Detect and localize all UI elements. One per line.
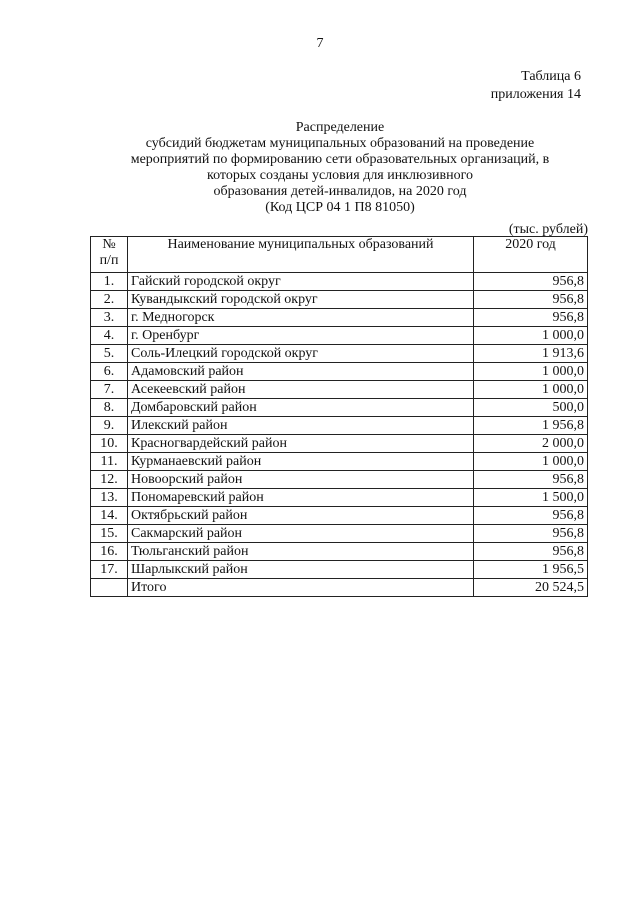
row-num: 9. — [91, 417, 128, 435]
row-value: 1 956,8 — [474, 417, 588, 435]
total-num — [91, 579, 128, 597]
table-reference — [491, 68, 581, 104]
row-num: 1. — [91, 273, 128, 291]
row-name: Октябрьский район — [128, 507, 474, 525]
total-label: Итого — [128, 579, 474, 597]
table-row — [91, 291, 588, 309]
row-num: 7. — [91, 381, 128, 399]
header-name: Наименование муниципальных образований — [128, 237, 474, 273]
document-title — [90, 120, 590, 216]
row-name: Илекский район — [128, 417, 474, 435]
table-row — [91, 381, 588, 399]
row-value: 1 000,0 — [474, 363, 588, 381]
total-row — [91, 579, 588, 597]
row-name: Домбаровский район — [128, 399, 474, 417]
table-row — [91, 327, 588, 345]
row-value: 1 956,5 — [474, 561, 588, 579]
subsidy-table — [90, 236, 588, 597]
title-line6: (Код ЦСР 04 1 П8 81050) — [265, 200, 415, 215]
row-num: 11. — [91, 453, 128, 471]
row-num: 8. — [91, 399, 128, 417]
row-name: Адамовский район — [128, 363, 474, 381]
row-name: Красногвардейский район — [128, 435, 474, 453]
row-name: Пономаревский район — [128, 489, 474, 507]
row-num: 12. — [91, 471, 128, 489]
title-line5: образования детей-инвалидов, на 2020 год — [213, 184, 467, 199]
row-name: г. Оренбург — [128, 327, 474, 345]
row-value: 1 000,0 — [474, 381, 588, 399]
table-row — [91, 273, 588, 291]
table-row — [91, 435, 588, 453]
table-row — [91, 417, 588, 435]
row-value: 2 000,0 — [474, 435, 588, 453]
row-num: 16. — [91, 543, 128, 561]
header-num — [91, 237, 128, 273]
title-line3: мероприятий по формированию сети образовательных организаций, в — [130, 152, 550, 167]
header-num-line1: № — [102, 237, 116, 252]
row-name: г. Медногорск — [128, 309, 474, 327]
row-name: Шарлыкский район — [128, 561, 474, 579]
table-row — [91, 363, 588, 381]
row-name: Кувандыкский городской округ — [128, 291, 474, 309]
table-body — [91, 273, 588, 579]
title-line1: Распределение — [295, 120, 385, 135]
units-label: (тыс. рублей) — [508, 222, 588, 237]
row-name: Гайский городской округ — [128, 273, 474, 291]
header-num-line2: п/п — [99, 253, 119, 268]
row-name: Соль-Илецкий городской округ — [128, 345, 474, 363]
row-value: 956,8 — [474, 273, 588, 291]
row-value: 500,0 — [474, 399, 588, 417]
row-name: Новоорский район — [128, 471, 474, 489]
table-ref-line2: приложения 14 — [490, 87, 581, 102]
table-row — [91, 453, 588, 471]
table-row — [91, 525, 588, 543]
row-num: 10. — [91, 435, 128, 453]
title-line2: субсидий бюджетам муниципальных образований на проведение — [145, 136, 535, 151]
row-num: 3. — [91, 309, 128, 327]
total-value: 20 524,5 — [474, 579, 588, 597]
row-value: 956,8 — [474, 309, 588, 327]
row-value: 956,8 — [474, 291, 588, 309]
row-value: 1 913,6 — [474, 345, 588, 363]
page-number: 7 — [316, 36, 324, 51]
row-num: 6. — [91, 363, 128, 381]
row-num: 5. — [91, 345, 128, 363]
header-year: 2020 год — [474, 237, 588, 273]
row-num: 4. — [91, 327, 128, 345]
table-row — [91, 489, 588, 507]
row-value: 956,8 — [474, 543, 588, 561]
row-num: 13. — [91, 489, 128, 507]
row-value: 956,8 — [474, 507, 588, 525]
row-name: Тюльганский район — [128, 543, 474, 561]
row-value: 956,8 — [474, 471, 588, 489]
table-header-row — [91, 237, 588, 273]
table-row — [91, 561, 588, 579]
row-value: 1 000,0 — [474, 327, 588, 345]
row-value: 1 000,0 — [474, 453, 588, 471]
row-name: Асекеевский район — [128, 381, 474, 399]
table-row — [91, 543, 588, 561]
table-ref-line1: Таблица 6 — [521, 69, 581, 84]
table-row — [91, 471, 588, 489]
table-row — [91, 345, 588, 363]
row-value: 1 500,0 — [474, 489, 588, 507]
table-row — [91, 507, 588, 525]
row-value: 956,8 — [474, 525, 588, 543]
row-num: 14. — [91, 507, 128, 525]
row-num: 2. — [91, 291, 128, 309]
row-num: 15. — [91, 525, 128, 543]
row-name: Сакмарский район — [128, 525, 474, 543]
table-row — [91, 309, 588, 327]
row-name: Курманаевский район — [128, 453, 474, 471]
table-row — [91, 399, 588, 417]
row-num: 17. — [91, 561, 128, 579]
title-line4: которых созданы условия для инклюзивного — [206, 168, 473, 183]
